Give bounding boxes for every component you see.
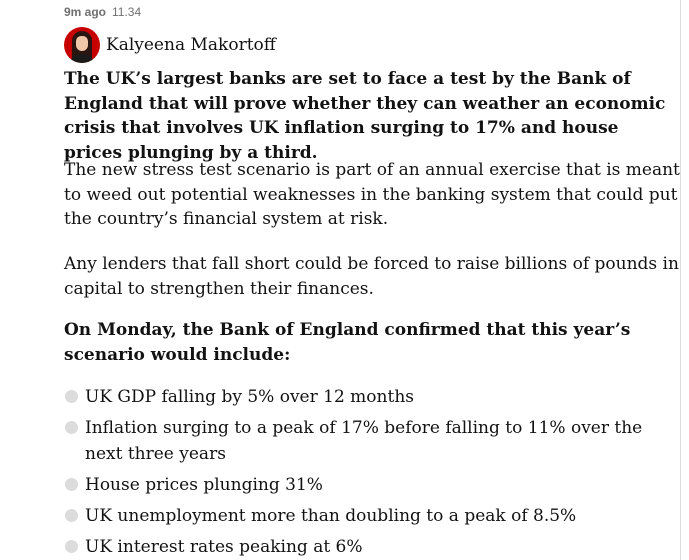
body-paragraph: The new stress test scenario is part of an annual exercise that is meant to weed out potential weaknesses in the banking system that could put the country’s financial system at risk. xyxy=(64,160,680,229)
body-paragraph: Any lenders that fall short could be forced to raise billions of pounds in capital to strengthen their finances. xyxy=(64,254,679,299)
bullet-dot-icon xyxy=(65,509,78,522)
column-divider xyxy=(680,0,681,560)
bullet-dot-icon xyxy=(65,478,78,491)
scenario-intro: On Monday, the Bank of England confirmed that this year’s scenario would include: xyxy=(64,320,631,365)
bullet-dot-icon xyxy=(65,390,78,403)
post-meta xyxy=(64,4,141,20)
author-byline xyxy=(64,27,276,63)
scenario-list xyxy=(64,384,680,560)
list-item: UK unemployment more than doubling to a peak of 8.5% xyxy=(64,503,680,529)
list-item: Inflation surging to a peak of 17% before falling to 11% over the next three years xyxy=(64,415,680,467)
list-item: UK GDP falling by 5% over 12 months xyxy=(64,384,680,410)
bullet-dot-icon xyxy=(65,540,78,553)
relative-time[interactable]: 9m ago xyxy=(64,5,107,19)
author-name[interactable]: Kalyeena Makortoff xyxy=(106,35,276,55)
timestamp: 11.34 xyxy=(112,5,142,19)
bullet-dot-icon xyxy=(65,421,78,434)
author-avatar xyxy=(64,27,100,63)
list-item: House prices plunging 31% xyxy=(64,472,680,498)
list-item: UK interest rates peaking at 6% xyxy=(64,534,680,560)
lead-paragraph: The UK’s largest banks are set to face a test by the Bank of England that will prove whether they can weather an economic crisis that involves UK inflation surging to 17% and house prices plunging by a third. xyxy=(64,69,666,163)
